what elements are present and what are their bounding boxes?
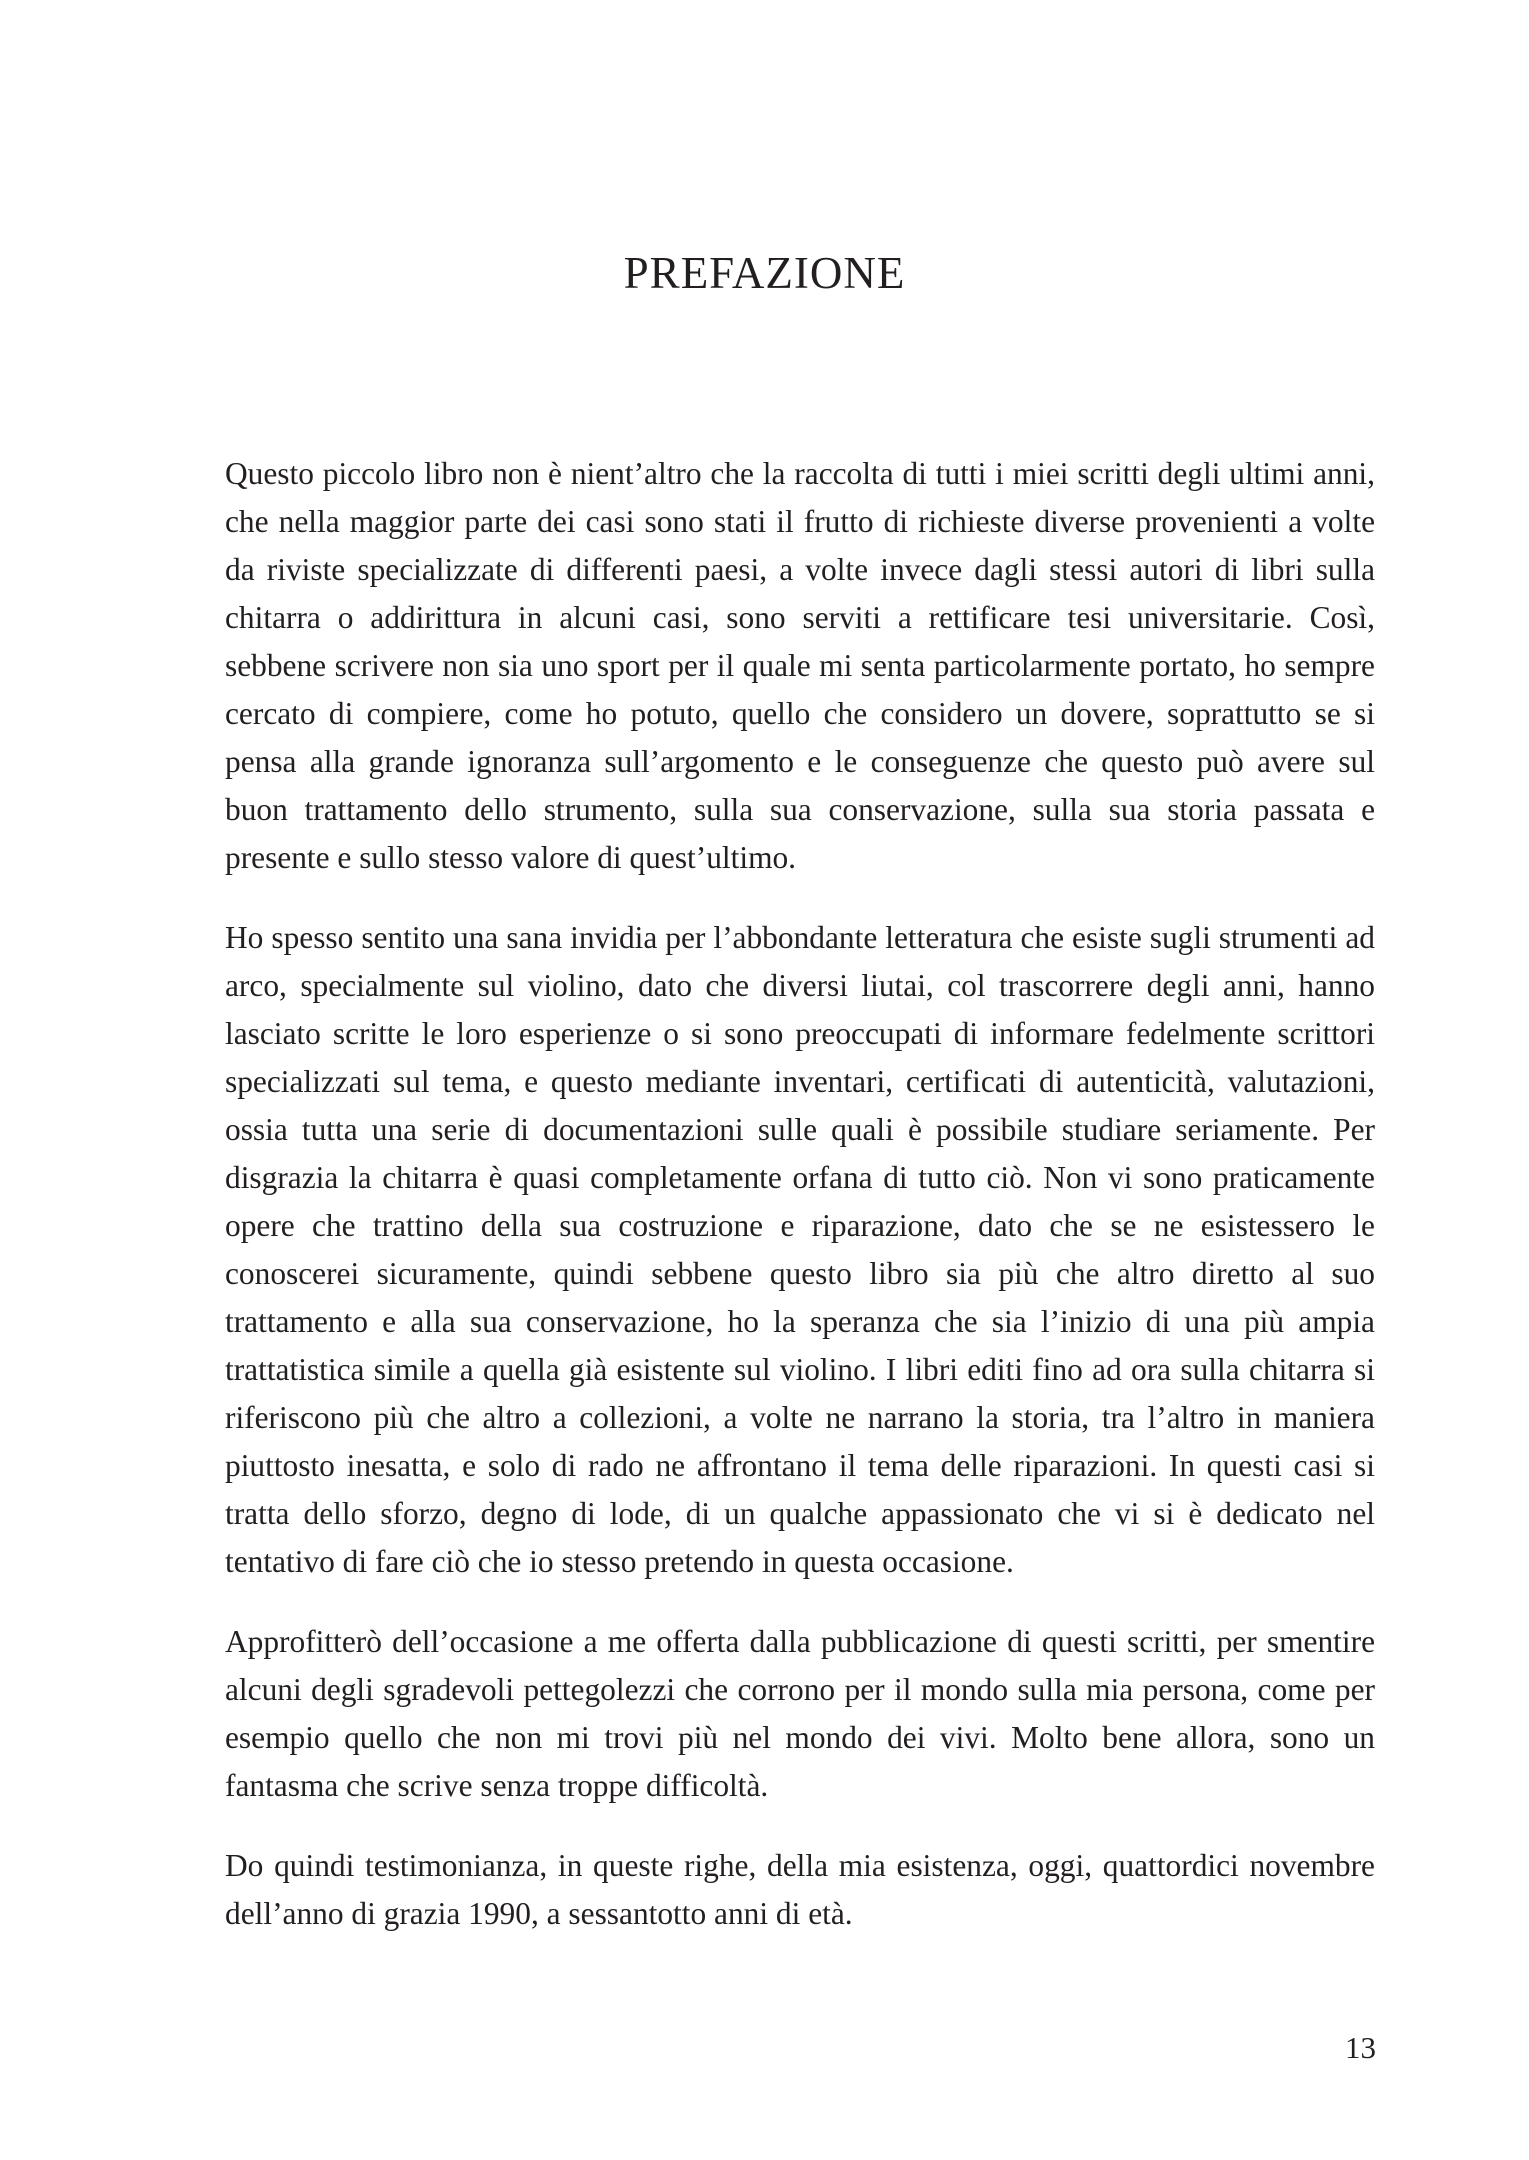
- page-number: 13: [1345, 2030, 1376, 2065]
- page-title: PREFAZIONE: [623, 248, 906, 298]
- paragraph-1: Questo piccolo libro non è nient’altro che la raccolta di tutti i miei scritti degli ultimi anni, che nella maggior parte dei casi sono stati il frutto di richieste diverse provenienti a volte da riviste specializzate di differenti paesi, a volte invece dagli stessi autori di libri sulla chitarra o addirittura in alcuni casi, sono serviti a rettificare tesi universitarie. Così, sebbene scrivere non sia uno sport per il quale mi senta particolarmente portato, ho sempre cercato di compiere, come ho potuto, quello che considero un dovere, soprattutto se si pensa alla grande ignoranza sull’argomento e le conseguenze che questo può avere sul buon trattamento dello strumento, sulla sua conservazione, sulla sua storia passata e presente e sullo stesso valore di quest’ultimo.: [225, 456, 1375, 875]
- paragraph-2: Ho spesso sentito una sana invidia per l’abbondante letteratura che esiste sugli strumenti ad arco, specialmente sul violino, dato che diversi liutai, col trascorrere degli anni, hanno lasciato scritte le loro esperienze o si sono preoccupati di informare fedelmente scrittori specializzati sul tema, e questo mediante inventari, certificati di autenticità, valutazioni, ossia tutta una serie di documentazioni sulle quali è possibile studiare seriamente. Per disgrazia la chitarra è quasi completamente orfana di tutto ciò. Non vi sono praticamente opere che trattino della sua costruzione e riparazione, dato che se ne esistessero le conoscerei sicuramente, quindi sebbene questo libro sia più che altro diretto al suo trattamento e alla sua conservazione, ho la speranza che sia l’inizio di una più ampia trattatistica simile a quella già esistente sul violino. I libri editi fino ad ora sulla chitarra si riferiscono più che altro a collezioni, a volte ne narrano la storia, tra l’altro in maniera piuttosto inesatta, e solo di rado ne affrontano il tema delle riparazioni. In questi casi si tratta dello sforzo, degno di lode, di un qualche appassionato che vi si è dedicato nel tentativo di fare ciò che io stesso pretendo in questa occasione.: [225, 920, 1375, 1579]
- paragraph-3: Approfitterò dell’occasione a me offerta dalla pubblicazione di questi scritti, per smentire alcuni degli sgradevoli pettegolezzi che corrono per il mondo sulla mia persona, come per esempio quello che non mi trovi più nel mondo dei vivi. Molto bene allora, sono un fantasma che scrive senza troppe difficoltà.: [225, 1624, 1375, 1803]
- body-text: [225, 450, 1375, 1970]
- paragraph-4: Do quindi testimonianza, in queste righe, della mia esistenza, oggi, quattordici novembre dell’anno di grazia 1990, a sessantotto anni di età.: [225, 1848, 1375, 1931]
